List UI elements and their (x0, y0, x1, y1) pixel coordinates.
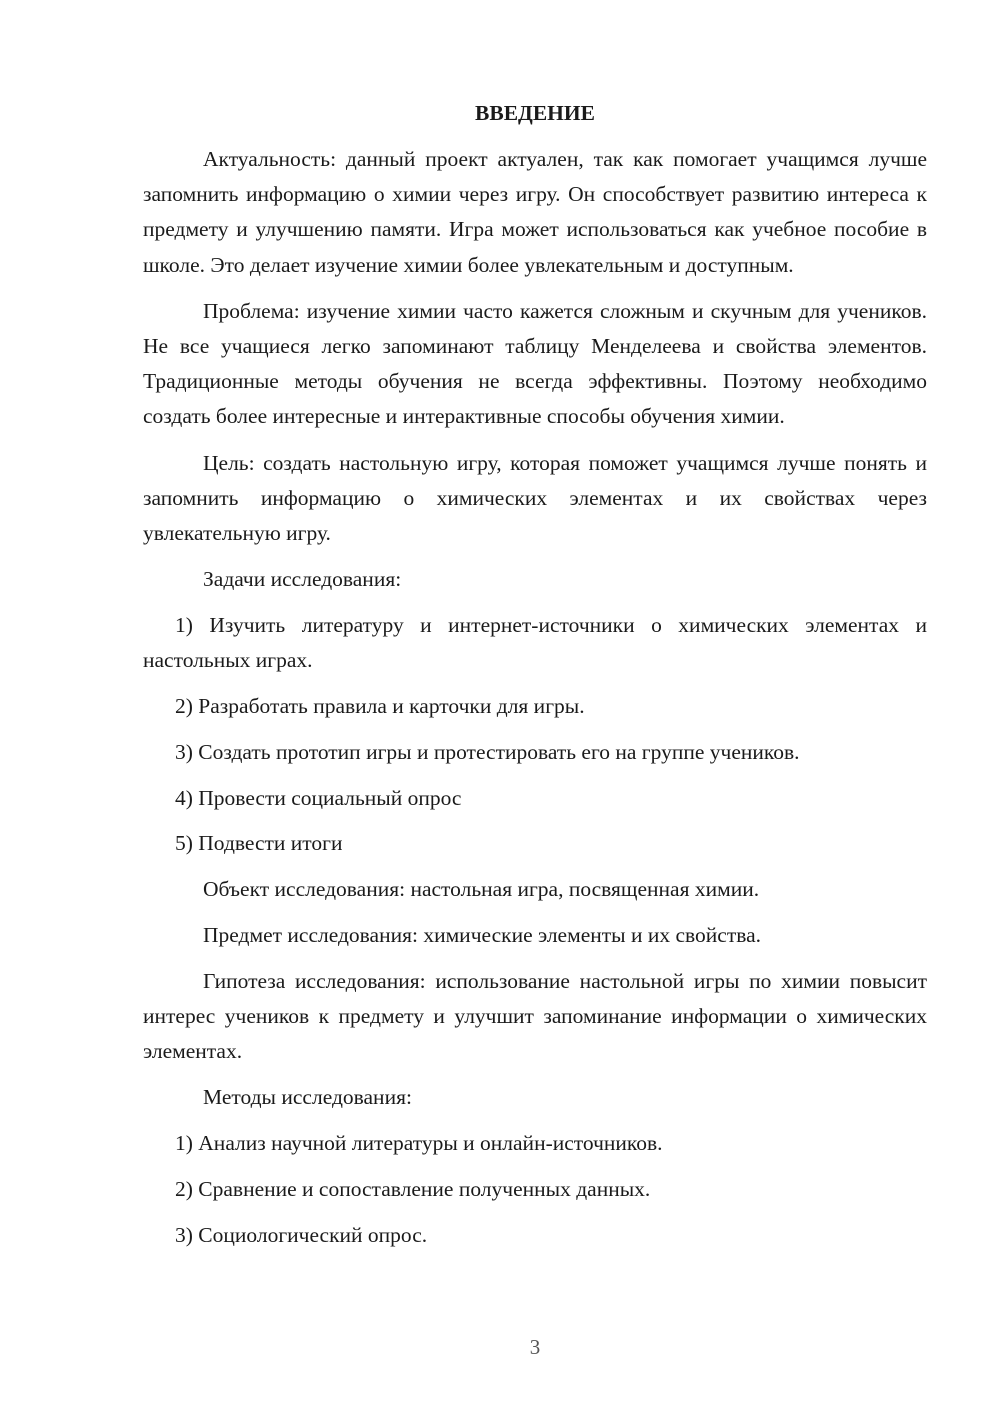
section-title: ВВЕДЕНИЕ (475, 101, 595, 125)
method-item-2: 2) Сравнение и сопоставление полученных данных. (175, 1177, 651, 1202)
task-item-5: 5) Подвести итоги (175, 831, 343, 856)
page-number: 3 (529, 1335, 541, 1359)
relevance-paragraph: Актуальность: данный проект актуален, так как помогает учащимся лучше запомнить информацию о химии через игру. Он способствует развитию интереса к предмету и улучшению памяти. Игра может использоваться как учебное пособие в школе. Это делает изучение химии более увлекательным и доступным. (143, 147, 927, 277)
methods-heading: Методы исследования: (203, 1085, 412, 1110)
task-item-2: 2) Разработать правила и карточки для игры. (175, 694, 585, 719)
subject-paragraph: Предмет исследования: химические элементы и их свойства. (203, 923, 762, 948)
page-body (143, 142, 927, 1264)
method-item-1: 1) Анализ научной литературы и онлайн-источников. (175, 1131, 663, 1156)
problem-paragraph: Проблема: изучение химии часто кажется сложным и скучным для учеников. Не все учащиеся легко запоминают таблицу Менделеева и свойства элементов. Традиционные методы обучения не всегда эффективны. Поэтому необходимо создать более интересные и интерактивные способы обучения химии. (143, 298, 927, 429)
task-item-4: 4) Провести социальный опрос (175, 785, 462, 810)
goal-paragraph: Цель: создать настольную игру, которая поможет учащимся лучше понять и запомнить информацию о химических элементах и их свойствах через увлекательную игру. (143, 450, 927, 546)
document-page (143, 0, 927, 1414)
task-item-3: 3) Создать прототип игры и протестировать его на группе учеников. (175, 739, 800, 764)
task-item-1: 1) Изучить литературу и интернет-источники о химических элементах и настольных играх. (143, 613, 927, 673)
method-item-3: 3) Социологический опрос. (175, 1222, 428, 1247)
hypothesis-paragraph: Гипотеза исследования: использование настольной игры по химии повысит интерес учеников к предмету и улучшит запоминание информации о химических элементах. (143, 968, 927, 1064)
tasks-heading: Задачи исследования: (203, 567, 402, 592)
object-paragraph: Объект исследования: настольная игра, посвященная химии. (203, 877, 760, 902)
